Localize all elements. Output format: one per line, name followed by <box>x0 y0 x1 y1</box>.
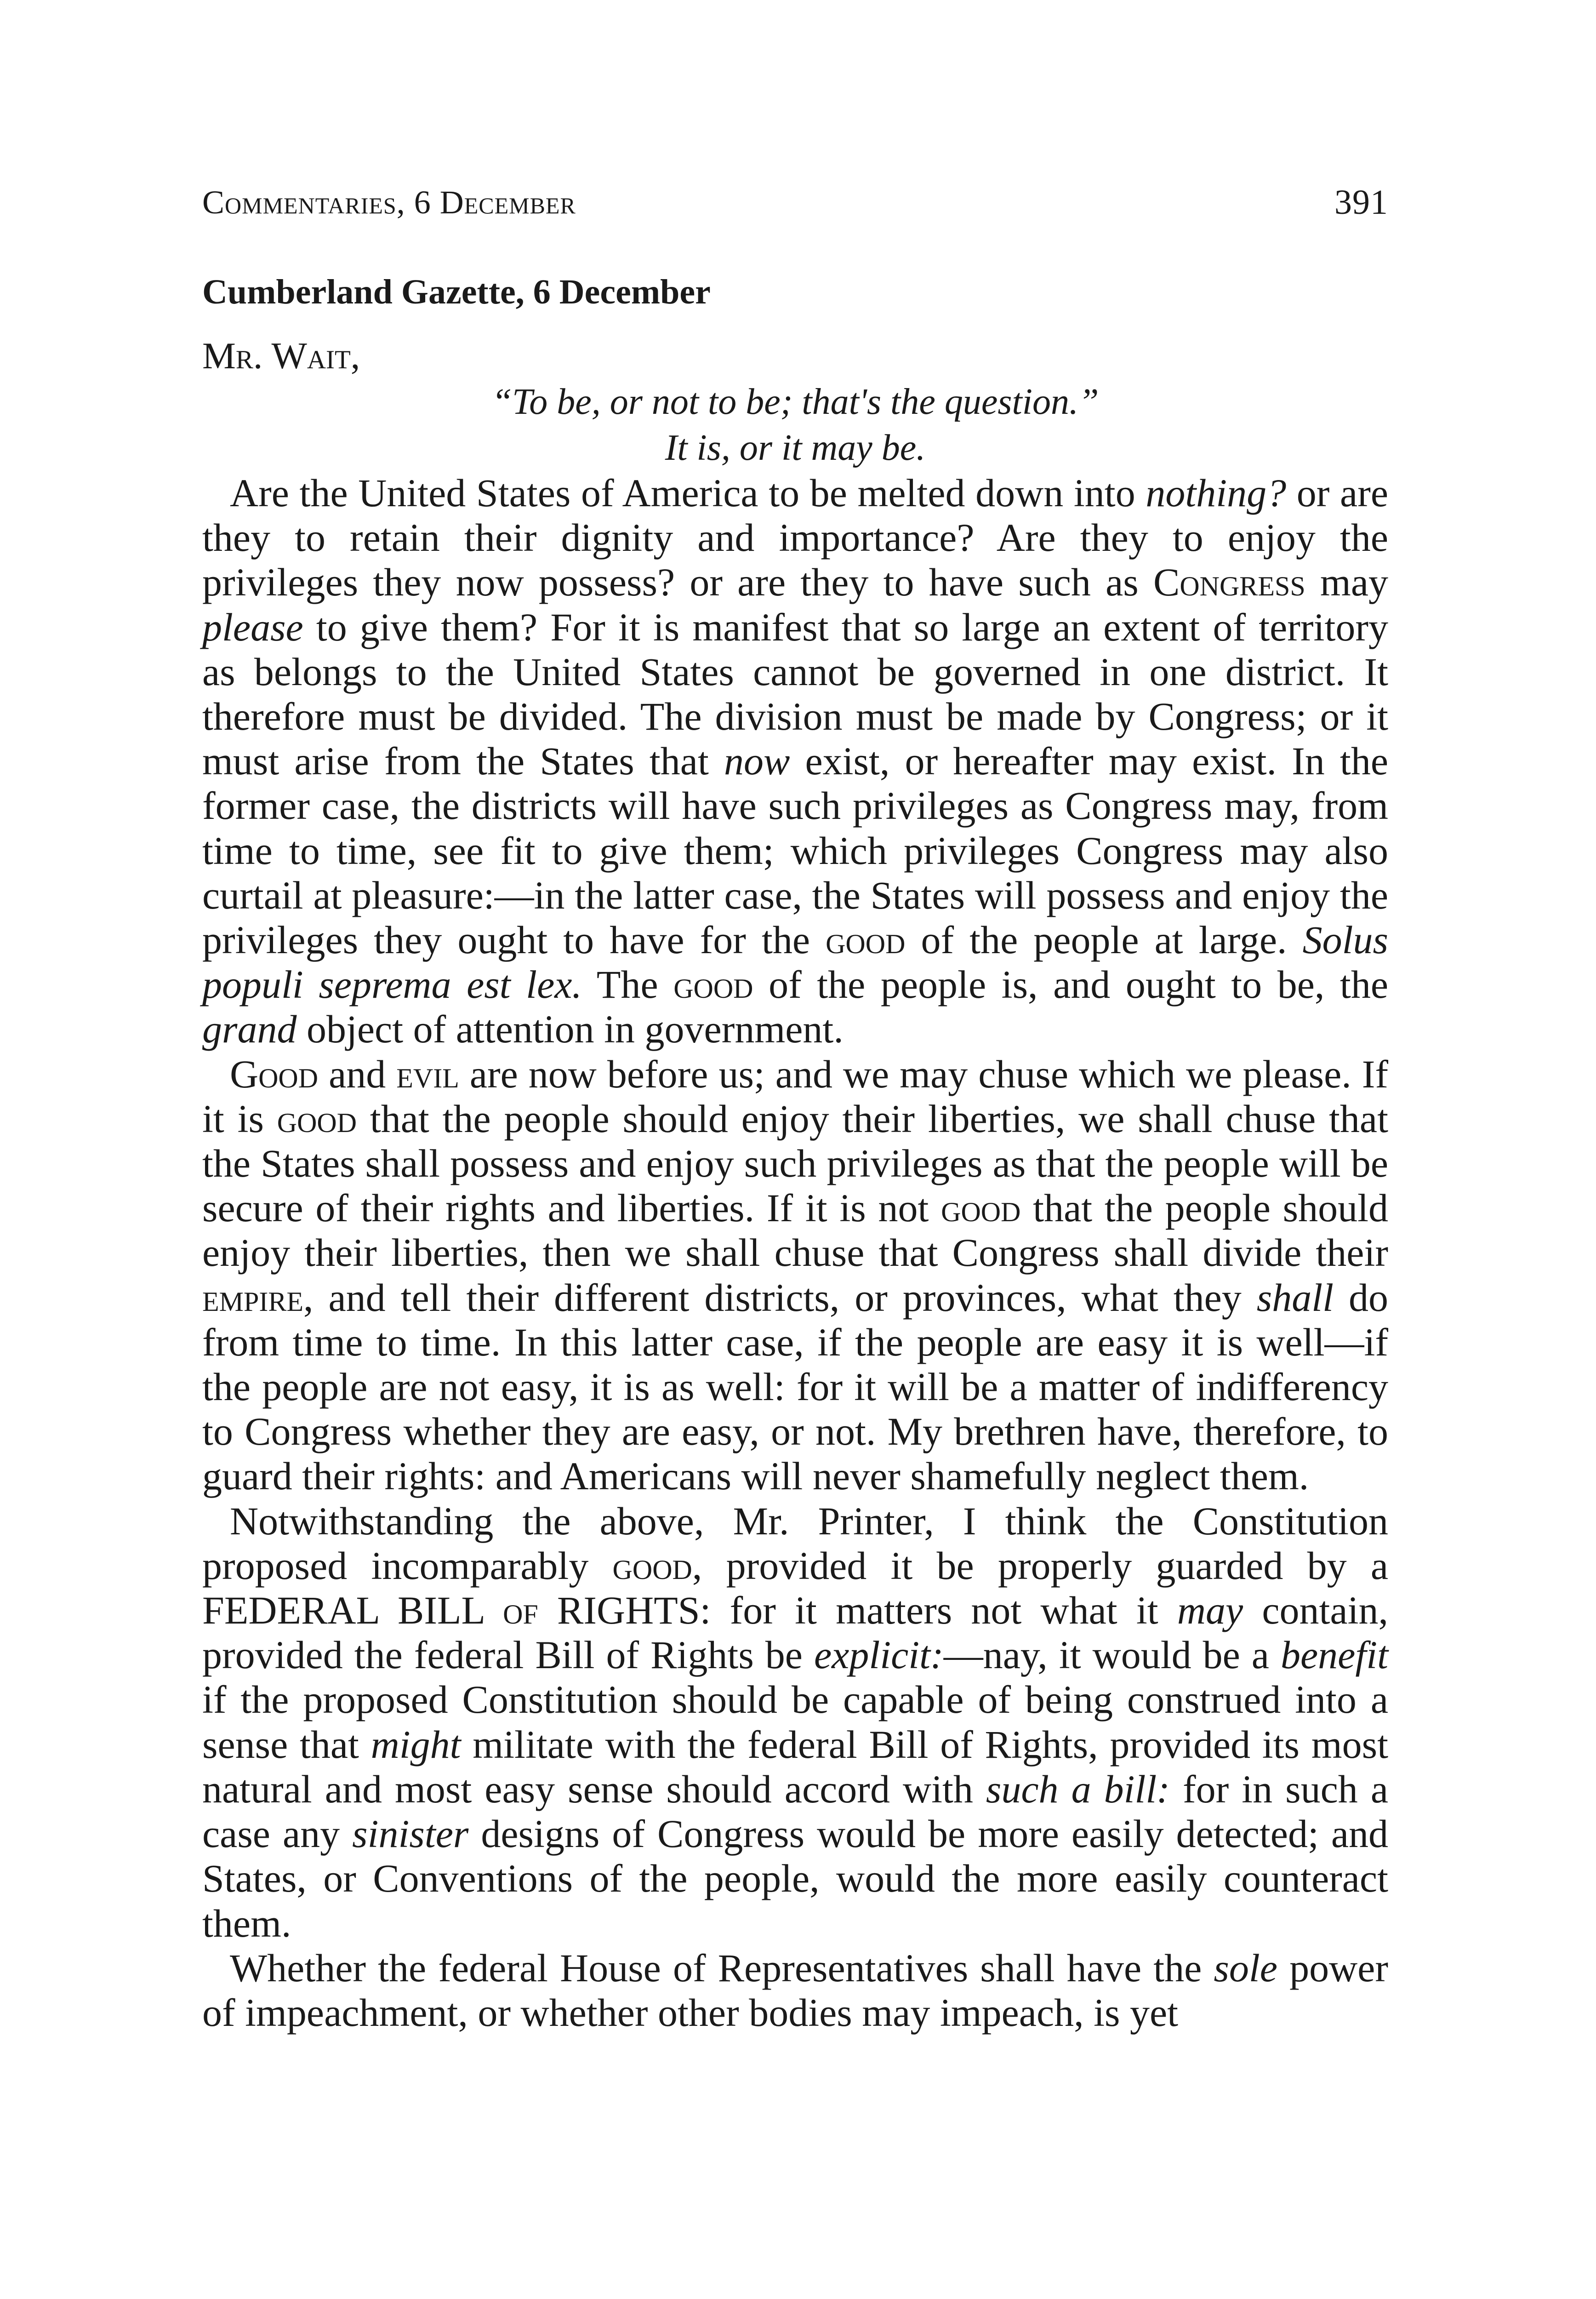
small-caps-run: good <box>673 962 753 1007</box>
small-caps-run: of <box>503 1588 538 1633</box>
text-run: designs of Congress would be more easily detected; and States, or Conventions of the people, would the more easily counteract them. <box>202 1812 1388 1945</box>
text-run: RIGHTS: for it matters not what it <box>538 1588 1177 1633</box>
text-run: or are they to retain their dignity and importance? Are they to enjoy the privileges they now possess? or are they to have such as <box>202 471 1389 605</box>
text-run: exist, or hereafter may exist. In the former case, the districts will have such privileges as Congress may, from time to time, see fit to give them; which privileges Congress may also curtail at pleasure:—in the latter case, the States will possess and enjoy the privileges they ought to have for the <box>202 739 1388 962</box>
text-run: power of impeachment, or whether other bodies may impeach, is yet <box>202 1945 1388 2035</box>
italic-run: might <box>370 1722 461 1767</box>
italic-run: now <box>724 739 790 783</box>
text-run: Whether the federal House of Representatives shall have the <box>230 1945 1214 1990</box>
italic-run: grand <box>202 1007 297 1052</box>
running-head-title: Commentaries, 6 December <box>202 184 576 221</box>
text-run: and <box>318 1052 397 1096</box>
text-run: of the people is, and ought to be, the <box>753 962 1389 1007</box>
page-number: 391 <box>1334 183 1388 222</box>
salutation: Mr. Wait, <box>202 335 360 377</box>
text-run: contain, provided the federal Bill of Rights be <box>202 1588 1388 1677</box>
italic-run: may <box>1177 1588 1243 1633</box>
text-run: are now before us; and we may chuse which we please. If it is <box>202 1052 1389 1141</box>
text-run: to give them? For it is manifest that so large an extent of territory as belongs to the United States cannot be governed in one district. It therefore must be divided. The division must be made by Congress; or it must arise from the States that <box>202 605 1388 783</box>
text-run: , provided it be properly guarded by a FEDERAL BILL <box>202 1543 1389 1633</box>
paragraph-2 <box>202 1052 1388 1499</box>
text-run: Notwithstanding the above, Mr. Printer, I think the Constitution proposed incomparably <box>202 1498 1388 1588</box>
document-page <box>202 175 1388 2035</box>
text-run: object of attention in government. <box>296 1007 844 1052</box>
small-caps-run: empire <box>202 1275 304 1320</box>
epigraph-line-2: It is, or it may be. <box>665 428 926 468</box>
text-run: —nay, it would be a <box>943 1633 1281 1677</box>
text-run: , and tell their different districts, or provinces, what they <box>303 1275 1257 1320</box>
italic-run: sinister <box>352 1812 469 1856</box>
small-caps-run: Good <box>230 1052 319 1096</box>
running-head <box>202 175 1388 230</box>
text-run: Are the United States of America to be melted down into <box>230 471 1146 515</box>
small-caps-run: Congress <box>1153 560 1305 605</box>
text-run: militate with the federal Bill of Rights, provided its most natural and most easy sense should accord with <box>202 1722 1388 1811</box>
italic-run: shall <box>1256 1275 1334 1320</box>
italic-run: Solus populi seprema est lex. <box>202 918 1388 1007</box>
text-run: for in such a case any <box>202 1767 1389 1856</box>
paragraph-3 <box>202 1499 1388 1946</box>
paragraph-1 <box>202 471 1388 1052</box>
text-run: that the people should enjoy their liberties, then we shall chuse that Congress shall divide their <box>202 1186 1388 1275</box>
paragraph-4 <box>202 1946 1388 2035</box>
text-run: may <box>1305 560 1388 605</box>
section-title: Cumberland Gazette, 6 December <box>202 273 711 311</box>
text-run: if the proposed Constitution should be capable of being construed into a sense that <box>202 1677 1388 1767</box>
text-run: that the people should enjoy their liberties, we shall chuse that the States shall possess and enjoy such privileges as that the people will be secure of their rights and liberties. If it is not <box>202 1096 1388 1230</box>
italic-run: nothing? <box>1146 471 1287 515</box>
italic-run: sole <box>1214 1945 1277 1990</box>
small-caps-run: good <box>826 918 906 962</box>
epigraph-line-1: “To be, or not to be; that's the question.” <box>491 382 1099 422</box>
epigraph <box>202 379 1388 471</box>
text-run: of the people at large. <box>905 918 1303 962</box>
italic-run: such a bill: <box>986 1767 1170 1811</box>
italic-run: benefit <box>1280 1633 1389 1677</box>
text-run: do from time to time. In this latter case, if the people are easy it is well—if the people are not easy, it is as well: for it will be a matter of indifferency to Congress whether they are easy, or not. My brethren have, therefore, to guard their rights: and Americans will never shamefully neglect them. <box>202 1275 1388 1498</box>
body-text <box>202 471 1388 2035</box>
small-caps-run: evil <box>396 1052 459 1096</box>
small-caps-run: good <box>612 1543 692 1588</box>
italic-run: explicit: <box>814 1633 944 1677</box>
small-caps-run: good <box>277 1096 357 1141</box>
text-run: The <box>581 962 674 1007</box>
italic-run: please <box>202 605 303 649</box>
small-caps-run: good <box>941 1186 1021 1230</box>
